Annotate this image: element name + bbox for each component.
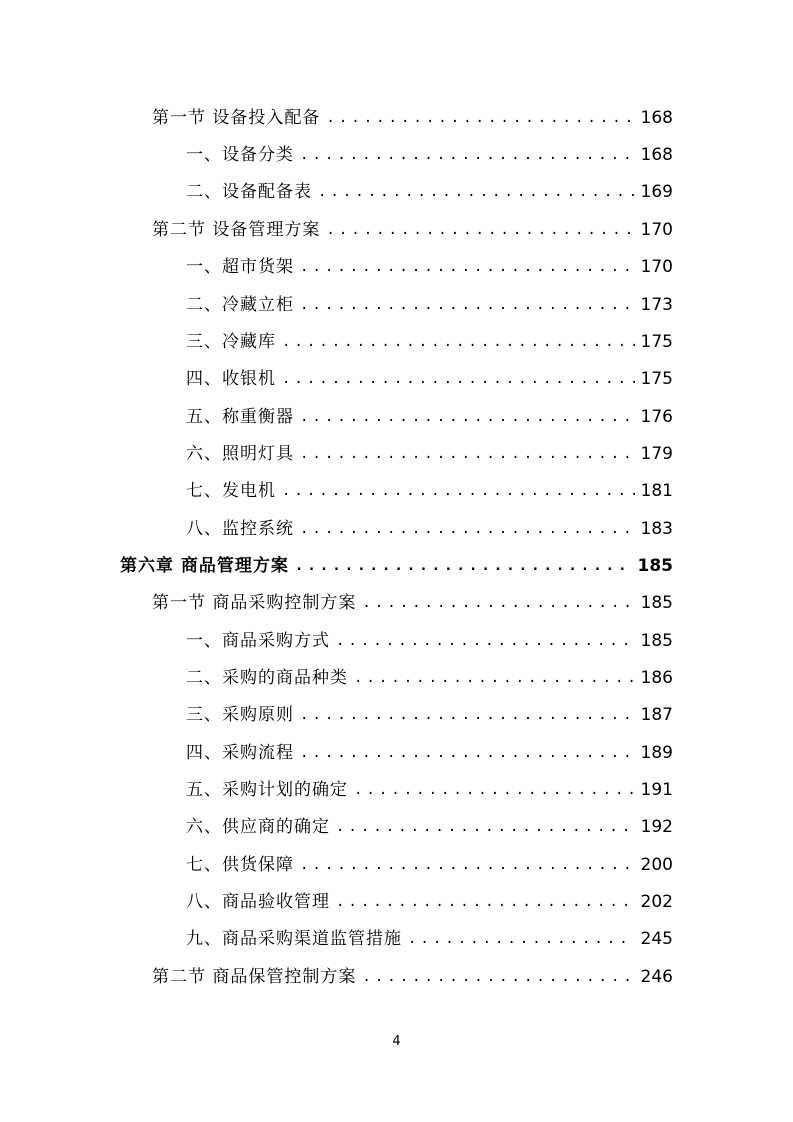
- toc-entry[interactable]: [186, 249, 673, 286]
- toc-entry-page: 200: [640, 855, 673, 875]
- toc-entry-page: 170: [640, 220, 673, 240]
- toc-entry-title: 二、采购的商品种类: [186, 668, 348, 688]
- toc-entry-page: 191: [640, 780, 673, 800]
- toc-dot-leader: [300, 399, 635, 436]
- toc-dot-leader: [326, 100, 634, 137]
- toc-dot-leader: [300, 847, 635, 884]
- toc-entry-page: 185: [637, 556, 673, 576]
- toc-entry-title: 六、供应商的确定: [186, 817, 330, 837]
- toc-entry-page: 169: [640, 182, 673, 202]
- toc-entry-title: 八、商品验收管理: [186, 892, 330, 912]
- toc-entry[interactable]: [186, 511, 673, 548]
- toc-entry-page: 187: [640, 705, 673, 725]
- toc-entry-page: 189: [640, 743, 673, 763]
- toc-entry-page: 185: [640, 631, 673, 651]
- toc-dot-leader: [318, 174, 635, 211]
- toc-entry-title: 四、采购流程: [186, 743, 294, 763]
- toc-dot-leader: [362, 585, 634, 622]
- toc-dot-leader: [354, 660, 635, 697]
- toc-entry-title: 第六章 商品管理方案: [120, 556, 289, 576]
- toc-entry[interactable]: [186, 137, 673, 174]
- toc-entry-page: 175: [640, 369, 673, 389]
- toc-entry[interactable]: [186, 772, 673, 809]
- toc-entry[interactable]: [186, 287, 673, 324]
- toc-entry-title: 五、称重衡器: [186, 407, 294, 427]
- toc-entry[interactable]: [152, 585, 673, 622]
- toc-entry[interactable]: [186, 623, 673, 660]
- toc-entry-page: 175: [640, 332, 673, 352]
- toc-entry-page: 185: [640, 593, 673, 613]
- toc-entry-page: 179: [640, 444, 673, 464]
- toc-dot-leader: [362, 959, 634, 996]
- toc-entry[interactable]: [186, 847, 673, 884]
- toc-entry-page: 168: [640, 145, 673, 165]
- toc-entry-title: 第一节 设备投入配备: [152, 108, 321, 128]
- toc-dot-leader: [300, 249, 635, 286]
- toc-entry-title: 一、超市货架: [186, 257, 294, 277]
- toc-entry[interactable]: [186, 884, 673, 921]
- toc-dot-leader: [300, 137, 635, 174]
- toc-entry-title: 一、商品采购方式: [186, 631, 330, 651]
- toc-entry-title: 六、照明灯具: [186, 444, 294, 464]
- toc-entry-title: 三、采购原则: [186, 705, 294, 725]
- toc-entry-title: 三、冷藏库: [186, 332, 276, 352]
- toc-dot-leader: [282, 361, 635, 398]
- toc-entry-title: 四、收银机: [186, 369, 276, 389]
- toc-entry-title: 七、供货保障: [186, 855, 294, 875]
- toc-entry[interactable]: [186, 921, 673, 958]
- toc-entry-page: 181: [640, 481, 673, 501]
- toc-dot-leader: [282, 473, 635, 510]
- toc-entry-page: 192: [640, 817, 673, 837]
- toc-entry[interactable]: [152, 959, 673, 996]
- toc-entry-page: 170: [640, 257, 673, 277]
- toc-dot-leader: [336, 623, 635, 660]
- toc-entry-page: 183: [640, 519, 673, 539]
- toc-entry[interactable]: [186, 399, 673, 436]
- toc-entry-page: 173: [640, 295, 673, 315]
- toc-entry[interactable]: [152, 212, 673, 249]
- toc-dot-leader: [336, 809, 635, 846]
- toc-dot-leader: [295, 548, 632, 585]
- toc-entry-title: 二、冷藏立柜: [186, 295, 294, 315]
- toc-entry[interactable]: [186, 174, 673, 211]
- toc-entry-title: 第一节 商品采购控制方案: [152, 593, 357, 613]
- toc-entry-title: 第二节 设备管理方案: [152, 220, 321, 240]
- toc-entry-title: 七、发电机: [186, 481, 276, 501]
- toc-entry[interactable]: [186, 735, 673, 772]
- toc-entry-title: 八、监控系统: [186, 519, 294, 539]
- toc-dot-leader: [408, 921, 635, 958]
- toc-dot-leader: [336, 884, 635, 921]
- toc-entry[interactable]: [152, 100, 673, 137]
- toc-entry-title: 二、设备配备表: [186, 182, 312, 202]
- toc-entry-page: 186: [640, 668, 673, 688]
- page-number: 4: [392, 1034, 401, 1049]
- toc-entry-page: 245: [640, 929, 673, 949]
- toc-entry-page: 202: [640, 892, 673, 912]
- toc-entry[interactable]: [186, 324, 673, 361]
- toc-dot-leader: [300, 287, 635, 324]
- toc-dot-leader: [354, 772, 635, 809]
- toc-dot-leader: [300, 735, 635, 772]
- toc-entry[interactable]: [186, 473, 673, 510]
- toc-entry-title: 一、设备分类: [186, 145, 294, 165]
- toc-entry-title: 五、采购计划的确定: [186, 780, 348, 800]
- toc-dot-leader: [300, 436, 635, 473]
- toc-entry[interactable]: [186, 660, 673, 697]
- toc-dot-leader: [300, 697, 635, 734]
- toc-chapter-entry[interactable]: [120, 548, 673, 585]
- toc-entry[interactable]: [186, 436, 673, 473]
- toc-dot-leader: [300, 511, 635, 548]
- toc-entry[interactable]: [186, 809, 673, 846]
- toc-dot-leader: [282, 324, 635, 361]
- toc-dot-leader: [326, 212, 634, 249]
- toc-entry-title: 九、商品采购渠道监管措施: [186, 929, 402, 949]
- toc-entry[interactable]: [186, 697, 673, 734]
- toc-entry-page: 176: [640, 407, 673, 427]
- toc-entry[interactable]: [186, 361, 673, 398]
- toc-entry-page: 168: [640, 108, 673, 128]
- toc-entry-title: 第二节 商品保管控制方案: [152, 967, 357, 987]
- toc-entry-page: 246: [640, 967, 673, 987]
